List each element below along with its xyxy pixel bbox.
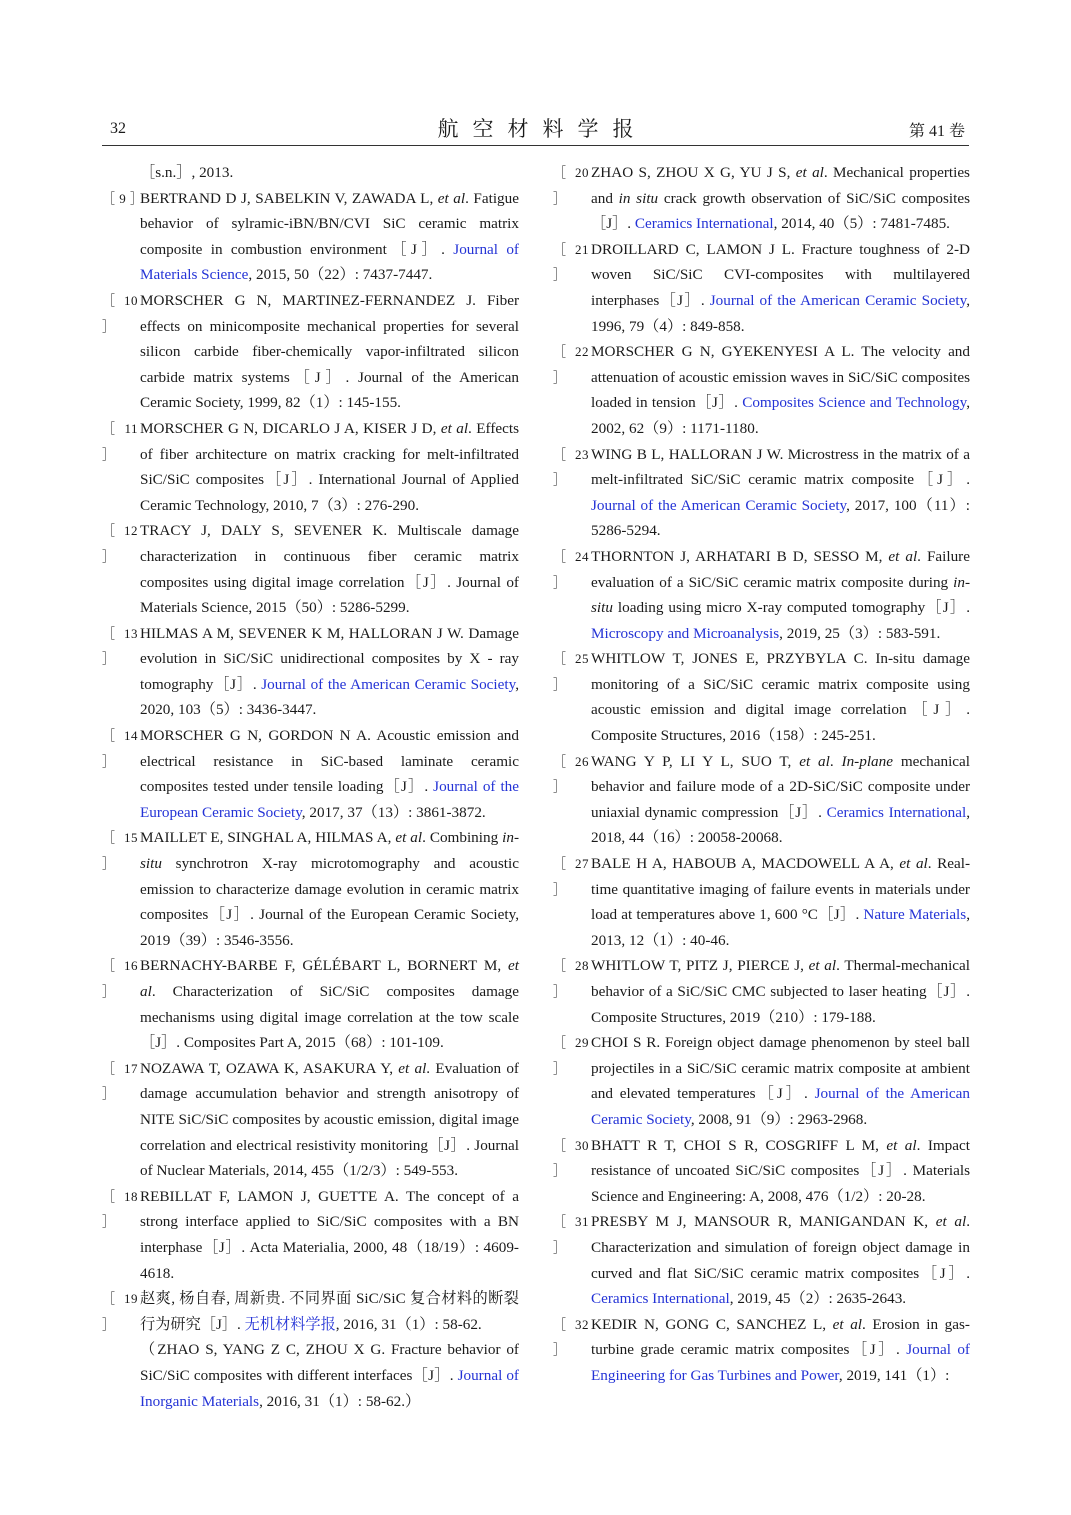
et-al-text: et al <box>808 957 837 975</box>
reference-text: . Failure evaluation of a SiC/SiC ceramic matrix composite during <box>591 547 970 591</box>
reference-number: ［ 28 ］ <box>553 958 589 999</box>
reference-authors-text: MORSCHER G N, MARTINEZ-FERNANDEZ J. Fiber effects on minicomposite mechanical properties for several silicon carbide fiber-chemically vapor-infiltrated silicon carbide matrix systems［J］. Journal of the American Ceramic Society, 1999, 82（1）: 145-155. <box>140 291 519 412</box>
reference-details: , 2019, 45（2）: 2635-2643. <box>729 1290 907 1308</box>
journal-link[interactable]: Journal of the American Ceramic Society <box>709 291 967 309</box>
reference-entry <box>553 442 970 544</box>
reference-number: ［ 23 ］ <box>553 446 589 488</box>
reference-entry <box>102 723 519 825</box>
reference-details: , 2019, 141（1）: <box>838 1366 950 1384</box>
reference-text: . Erosion in gas-turbine grade ceramic matrix composites［J］. <box>591 1315 970 1359</box>
reference-text: ［s.n.］, 2013. <box>140 164 234 181</box>
reference-number: ［ 29 ］ <box>553 1035 589 1076</box>
reference-text: crack growth observation of SiC/SiC composites［J］. <box>591 189 970 233</box>
reference-number: ［ 12 ］ <box>102 523 138 564</box>
journal-link[interactable]: 无机材料学报 <box>244 1315 336 1333</box>
reference-authors-text: REBILLAT F, LAMON J, GUETTE A. The concept of a strong interface applied to SiC/SiC composites with a BN interphase［J］. Acta Materialia, 2000, 48（18/19）: 4609-4618. <box>140 1187 519 1282</box>
reference-entry <box>102 621 519 723</box>
journal-link[interactable]: Composites Science and Technology <box>742 394 967 412</box>
reference-entry <box>553 1030 970 1132</box>
reference-number: ［ 10 ］ <box>102 292 138 334</box>
reference-entry <box>553 1209 970 1311</box>
reference-text: . Fatigue behavior of sylramic-iBN/BN/CVI SiC ceramic matrix composite in combustion environment［J］. <box>140 189 519 258</box>
reference-number: ［ 22 ］ <box>553 344 589 385</box>
reference-number: ［ 31 ］ <box>553 1214 589 1255</box>
et-al-text: et al <box>795 164 824 181</box>
reference-authors-text: 赵爽, 杨自春, 周新贵. 不同界面 SiC/SiC 复合材料的断裂行为研究［J］. <box>140 1290 519 1333</box>
reference-entry <box>102 160 519 186</box>
reference-authors-text: WING B L, HALLORAN J W. Microstress in the matrix of a melt-infiltrated SiC/SiC ceramic matrix composite［J］. <box>591 445 970 489</box>
italic-term: in-situ <box>140 829 519 873</box>
journal-link[interactable]: Microscopy and Microanalysis <box>591 624 780 642</box>
left-reference-column <box>102 160 519 1414</box>
et-al-text: et al <box>140 957 519 1000</box>
reference-number: ［ 15 ］ <box>102 830 138 872</box>
reference-number: ［ 11 ］ <box>102 420 138 462</box>
reference-details: , 2015, 50（22）: 7437-7447. <box>248 266 433 284</box>
reference-text: . Real-time quantitative imaging of failure events in materials under load at temperatures above 1, 600 °C［J］. <box>591 855 971 924</box>
et-al-text: et al <box>395 829 423 847</box>
reference-entry <box>553 1312 970 1389</box>
reference-entry <box>102 186 519 288</box>
volume-label: 第 41 卷 <box>908 123 965 140</box>
reference-authors-text: CHOI S R. Foreign object damage phenomenon by steel ball projectiles in a SiC/SiC ceramic matrix composite at ambient and elevated temperatures［J］. <box>591 1034 970 1103</box>
reference-authors-text: WHITLOW T, JONES E, PRZYBYLA C. In-situ damage monitoring of a SiC/SiC ceramic matrix composite using acoustic emission and digital image correlation［J］. Composite Structures, 2016（158）: 245-251. <box>591 650 970 745</box>
journal-link[interactable]: Journal of the American Ceramic Society <box>261 675 516 693</box>
journal-link[interactable]: Ceramics International <box>826 803 967 821</box>
et-al-text: et al <box>886 1136 917 1154</box>
journal-link[interactable]: Journal of the European Ceramic Society <box>140 778 520 821</box>
reference-authors-text: HILMAS A M, SEVENER K M, HALLORAN J W. Damage evolution in SiC/SiC unidirectional composites by X - ray tomography［J］. <box>140 624 519 693</box>
journal-link[interactable]: Ceramics International <box>591 1290 730 1308</box>
reference-entry <box>102 1286 519 1337</box>
reference-entry <box>102 953 519 1055</box>
reference-number: ［ 16 ］ <box>102 958 138 999</box>
reference-authors-text: BHATT R T, CHOI S R, COSGRIFF L M, <box>591 1136 887 1154</box>
italic-term: In-plane <box>841 752 893 770</box>
reference-entry <box>553 749 970 851</box>
reference-authors-text: NOZAWA T, OZAWA K, ASAKURA Y, <box>140 1059 399 1077</box>
reference-entry <box>553 160 970 237</box>
reference-authors-text: MORSCHER G N, GYEKENYESI A L. The velocity and attenuation of acoustic emission waves in SiC/SiC composites loaded in tension［J］. <box>591 343 970 412</box>
journal-title: 航空材料学报 <box>437 117 648 141</box>
page-number: 32 <box>110 120 126 137</box>
reference-details: , 1996, 79（4）: 849-858. <box>591 291 971 335</box>
et-al-text: et al <box>398 1059 427 1077</box>
reference-authors-text: MORSCHER G N, GORDON N A. Acoustic emission and electrical resistance in SiC-based laminate ceramic composites tested under tensile loading［J］. <box>140 727 519 796</box>
reference-details: , 2017, 100（11）: 5286-5294. <box>591 496 970 540</box>
reference-details: , 2008, 91（9）: 2963-2968. <box>690 1110 868 1128</box>
reference-number: ［ 14 ］ <box>102 728 138 769</box>
right-reference-column <box>553 160 970 1389</box>
reference-details: , 2017, 37（13）: 3861-3872. <box>301 803 486 821</box>
reference-text: . Evaluation of damage accumulation behavior and strength anisotropy of NITE SiC/SiC composites by acoustic emission, digital image correlation and electrical resistivity monitoring［J］. Journal of Nuclear Materials, 2014, 455（1/2/3）: 549-553. <box>140 1059 519 1180</box>
et-al-text: et al <box>440 419 469 437</box>
reference-number: ［ 27 ］ <box>553 856 589 897</box>
reference-authors-text: MAILLET E, SINGHAL A, HILMAS A, <box>140 829 396 847</box>
reference-authors-text: THORNTON J, ARHATARI B D, SESSO M, <box>591 547 889 565</box>
reference-text: . Thermal-mechanical behavior of a SiC/SiC CMC subjected to laser heating［J］. Composite Structures, 2019（210）: 179-188. <box>591 957 970 1026</box>
reference-number: ［ 26 ］ <box>553 753 589 795</box>
reference-entry <box>553 646 970 748</box>
et-al-text: et al <box>832 1315 863 1333</box>
reference-number: ［ 32 ］ <box>553 1316 589 1358</box>
reference-number: ［ 18 ］ <box>102 1188 138 1230</box>
reference-entry <box>102 288 519 416</box>
reference-number: ［ 21 ］ <box>553 241 589 283</box>
reference-entry <box>553 544 970 646</box>
reference-number: ［ 20 ］ <box>553 165 589 206</box>
reference-authors-text: BALE H A, HABOUB A, MACDOWELL A A, <box>591 855 900 873</box>
reference-number: ［ 24 ］ <box>553 548 589 590</box>
journal-link[interactable]: Journal of Materials Science <box>140 240 519 284</box>
reference-number: ［ 30 ］ <box>553 1137 589 1179</box>
reference-entry <box>102 825 519 953</box>
reference-authors-text: （ZHAO S, YANG Z C, ZHOU X G. Fracture behavior of SiC/SiC composites with different interfaces［J］. <box>140 1341 519 1384</box>
journal-link[interactable]: Journal of the American Ceramic Society <box>591 1085 971 1128</box>
reference-entry <box>102 1337 519 1414</box>
reference-entry <box>102 416 519 518</box>
reference-entry <box>553 1133 970 1210</box>
reference-authors-text: WHITLOW T, PITZ J, PIERCE J, <box>591 957 809 975</box>
reference-authors-text: KEDIR N, GONG C, SANCHEZ L, <box>591 1315 833 1333</box>
et-al-text: et al <box>899 855 928 873</box>
journal-link[interactable]: Journal of Engineering for Gas Turbines and Power <box>591 1341 970 1384</box>
reference-entry <box>102 1056 519 1184</box>
reference-text: . Characterization and simulation of foreign object damage in curved and flat SiC/SiC ceramic matrix composites［J］. <box>591 1213 970 1282</box>
reference-number: ［ 25 ］ <box>553 651 589 692</box>
reference-details: , 2016, 31（1）: 58-62. <box>335 1315 482 1333</box>
reference-text: mechanical behavior and failure mode of a 2D-SiC/SiC composite under uniaxial dynamic compression［J］. <box>591 752 970 821</box>
reference-authors-text: ZHAO S, ZHOU X G, YU J S, <box>591 164 796 181</box>
reference-authors-text: MORSCHER G N, DICARLO J A, KISER J D, <box>140 419 441 437</box>
reference-entry <box>553 851 970 953</box>
reference-details: , 2002, 62（9）: 1171-1180. <box>591 394 970 437</box>
reference-text: . Combining <box>422 829 503 847</box>
reference-authors-text: DROILLARD C, LAMON J L. Fracture toughness of 2-D woven SiC/SiC CVI-composites with multilayered interphases［J］. <box>591 240 970 309</box>
reference-authors-text: BERTRAND D J, SABELKIN V, ZAWADA L, <box>140 189 438 207</box>
italic-term: in situ <box>618 189 659 207</box>
reference-text: . Mechanical properties and <box>591 164 970 207</box>
reference-text: . Effects of fiber architecture on matrix cracking for melt-infiltrated SiC/SiC composites［J］. International Journal of Applied Ceramic Technology, 2010, 7（3）: 276-290. <box>140 419 519 514</box>
reference-text: loading using micro X-ray computed tomography［J］. <box>612 599 970 617</box>
reference-details: , 2016, 31（1）: 58-62.） <box>259 1392 421 1410</box>
et-al-text: et al <box>437 189 466 207</box>
reference-number: ［ 9 ］ <box>102 190 144 206</box>
journal-link[interactable]: Nature Materials <box>863 906 967 924</box>
et-al-text: et al <box>935 1213 967 1231</box>
reference-authors-text: BERNACHY-BARBE F, GÉLÉBART L, BORNERT M, <box>140 957 509 975</box>
reference-authors-text: PRESBY M J, MANSOUR R, MANIGANDAN K, <box>591 1213 936 1231</box>
reference-text: synchrotron X-ray microtomography and acoustic emission to characterize damage evolution in ceramic matrix composites［J］. Journal of the European Ceramic Society, 2019（39）: 3546-3556. <box>140 855 519 949</box>
reference-entry <box>102 518 519 620</box>
reference-entry <box>553 237 970 339</box>
reference-text: . Impact resistance of uncoated SiC/SiC composites［J］. Materials Science and Engineering: A, 2008, 476（1/2）: 20-28. <box>591 1136 970 1205</box>
page-header <box>102 113 969 146</box>
reference-authors-text: TRACY J, DALY S, SEVENER K. Multiscale damage characterization in continuous fiber ceramic matrix composites using digital image correlation［J］. Journal of Materials Science, 2015（50）: 5286-5299. <box>140 522 519 617</box>
reference-authors-text: WANG Y P, LI Y L, SUO T, <box>591 752 800 770</box>
reference-details: , 2019, 25（3）: 583-591. <box>779 624 941 642</box>
journal-link[interactable]: Journal of Inorganic Materials <box>140 1366 519 1410</box>
journal-link[interactable]: Journal of the American Ceramic Society <box>591 496 847 514</box>
reference-number: ［ 19 ］ <box>102 1291 138 1332</box>
italic-term: in-situ <box>591 573 970 617</box>
reference-text: . <box>829 752 842 770</box>
reference-details: , 2018, 44（16）: 20058-20068. <box>591 803 970 847</box>
reference-number: ［ 13 ］ <box>102 625 138 667</box>
reference-details: , 2020, 103（5）: 3436-3447. <box>140 675 519 719</box>
journal-link[interactable]: Ceramics International <box>634 215 774 233</box>
et-al-text: et al <box>888 547 918 565</box>
reference-entry <box>553 339 970 441</box>
reference-text: . Characterization of SiC/SiC composites damage mechanisms using digital image correlation at the tow scale［J］. Composites Part A, 2015（68）: 101-109. <box>140 983 519 1052</box>
reference-number: ［ 17 ］ <box>102 1060 138 1102</box>
reference-entry <box>553 953 970 1030</box>
reference-entry <box>102 1184 519 1286</box>
reference-details: , 2013, 12（1）: 40-46. <box>591 906 970 949</box>
et-al-text: et al <box>799 752 830 770</box>
reference-details: , 2014, 40（5）: 7481-7485. <box>773 215 950 233</box>
